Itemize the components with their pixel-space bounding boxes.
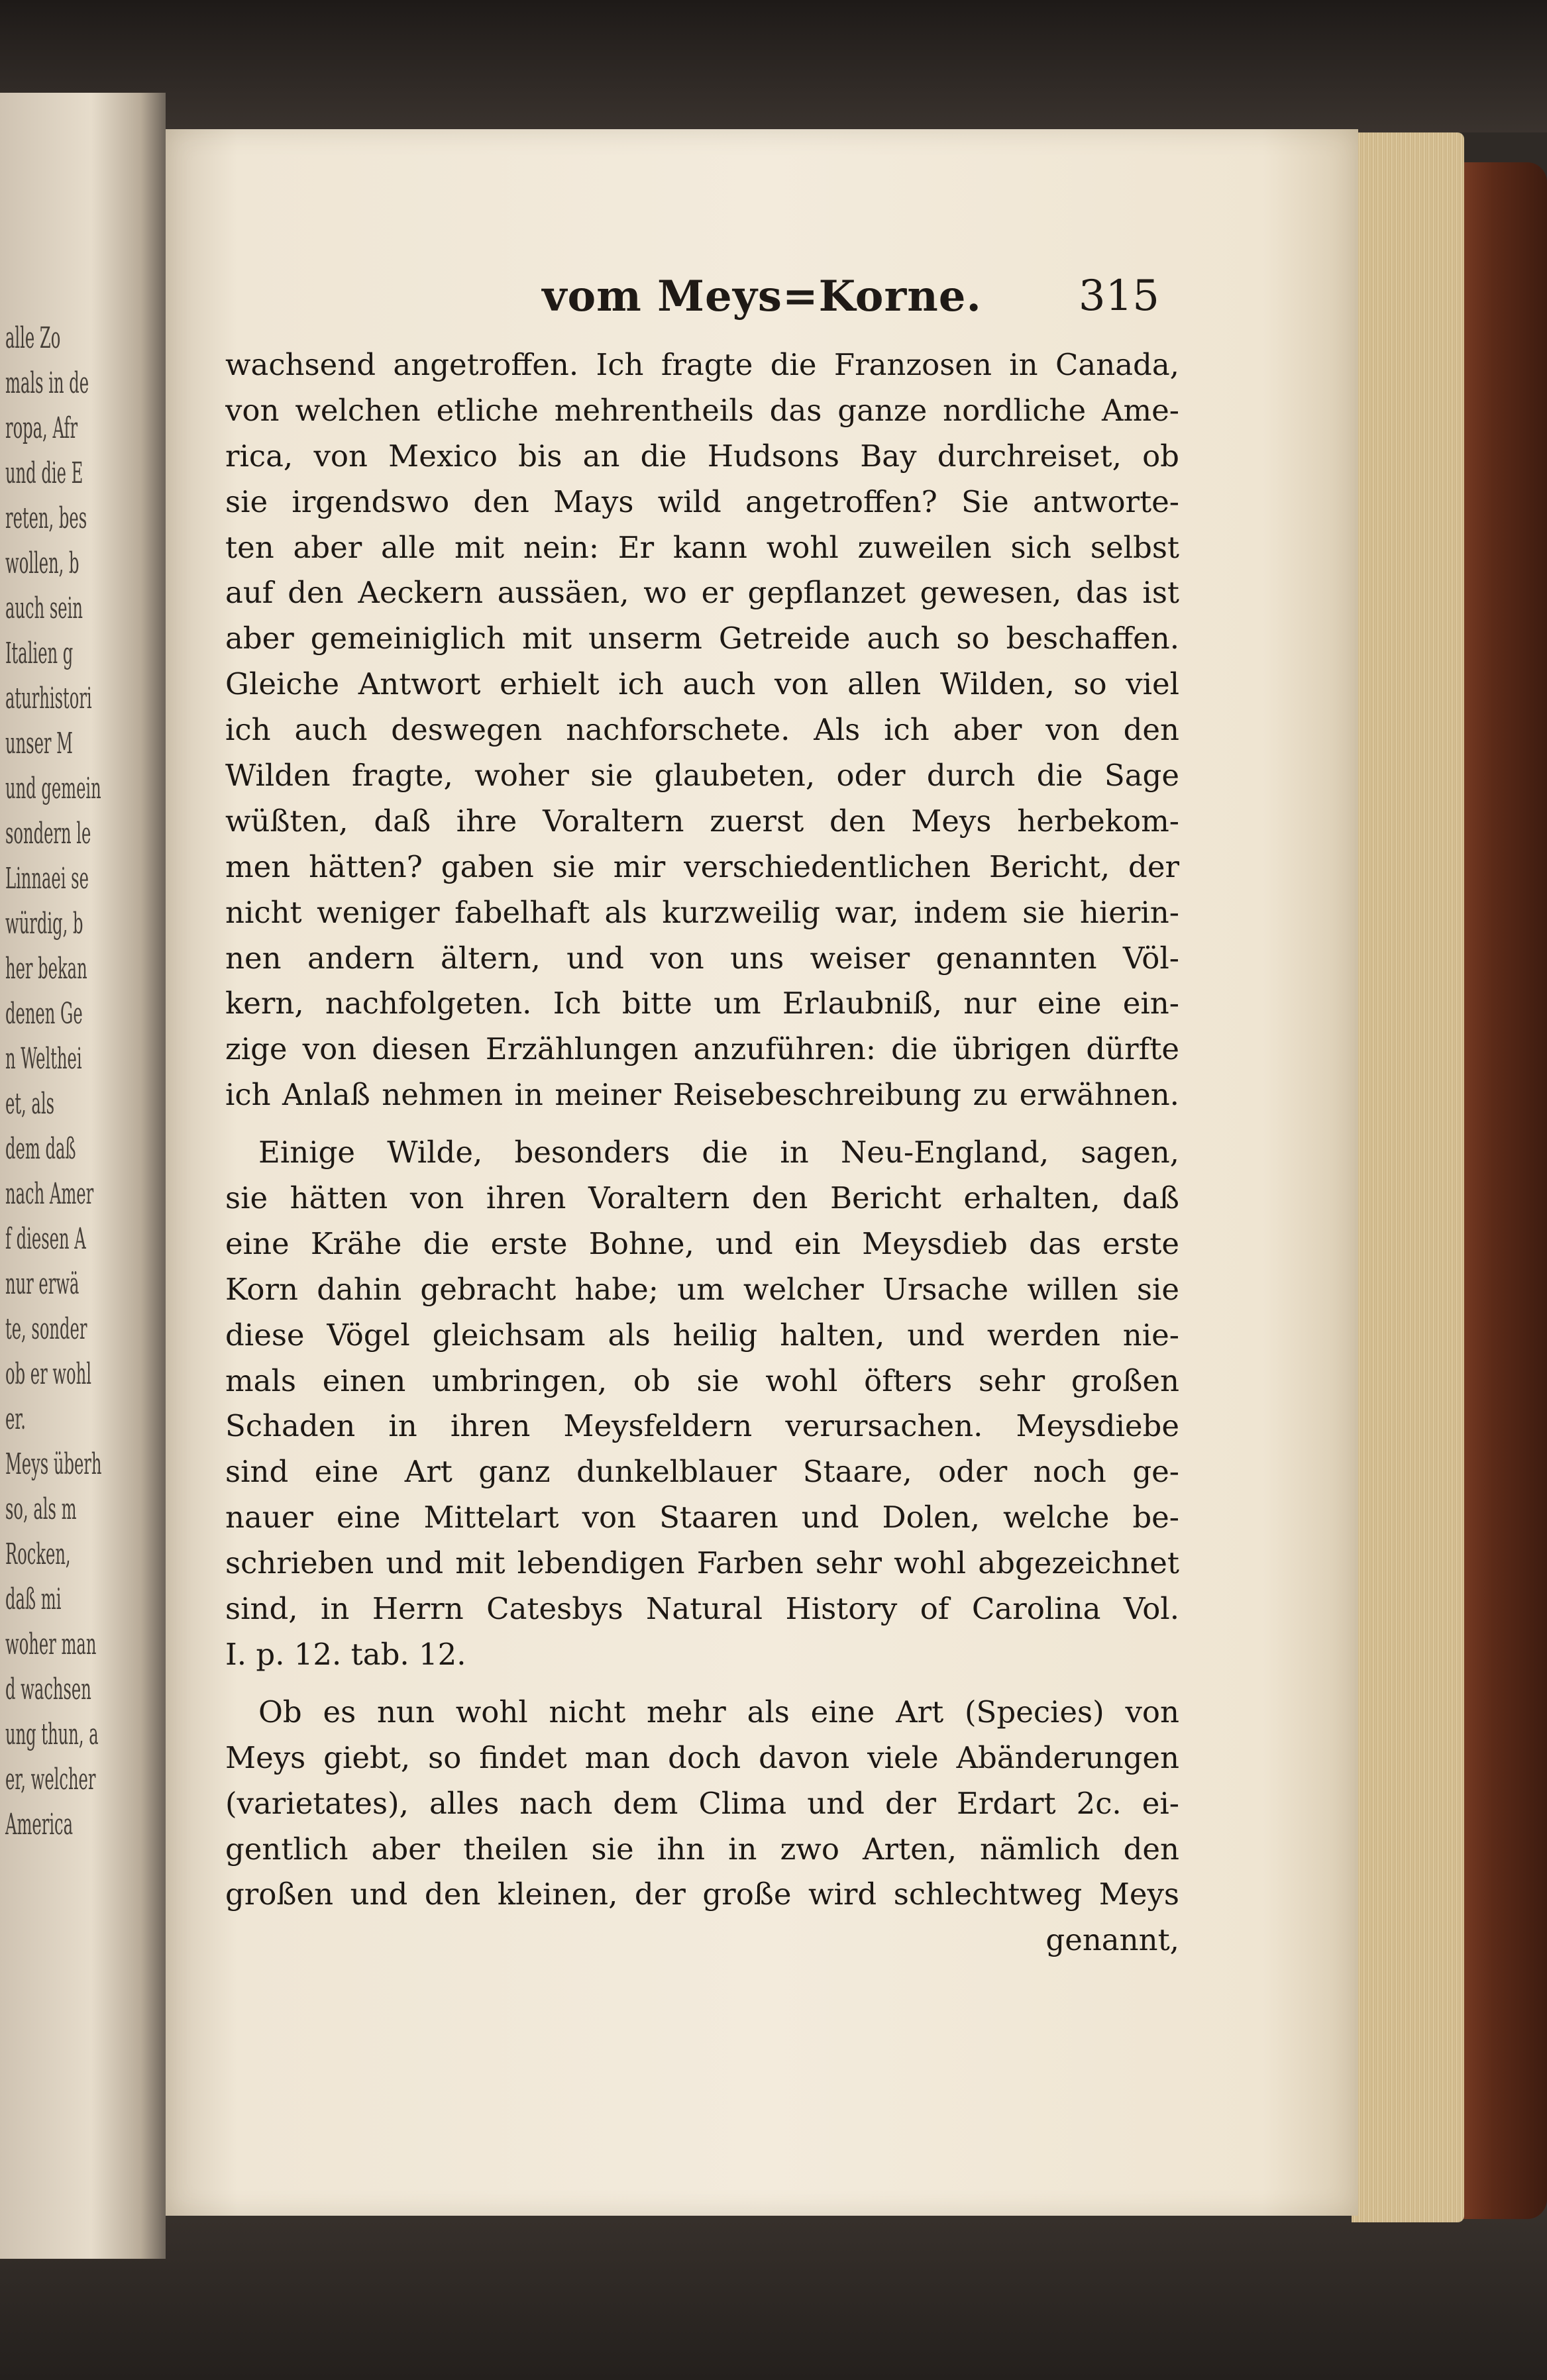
paragraph-gap <box>225 1678 1179 1690</box>
text-line: ich Anlaß nehmen in meiner Reisebeschreibung zu erwähnen. <box>225 1077 1179 1113</box>
running-head: vom Meys=Korne. <box>542 272 982 321</box>
paragraph-gap <box>225 1118 1179 1130</box>
left-page-fragment: America <box>5 1808 74 1841</box>
text-line: men hätten? gaben sie mir verschiedentlichen Bericht, der <box>225 849 1179 884</box>
text-line: schrieben und mit lebendigen Farben sehr wohl abgezeichnet <box>225 1545 1179 1581</box>
text-line: sind, in Herrn Catesbys Natural History of Carolina Vol. <box>225 1591 1179 1627</box>
text-line: auf den Aeckern aussäen, wo er gepflanzet gewesen, das ist <box>225 575 1179 611</box>
text-line: von welchen etliche mehrentheils das ganze nordliche Ame- <box>225 392 1179 428</box>
left-page-fragment: wollen, b <box>5 546 80 580</box>
left-page-fragment: dem daß <box>5 1132 76 1166</box>
paragraph-2 <box>225 1130 1179 1678</box>
left-page-fragment: er. <box>5 1402 26 1436</box>
left-page-fragment: denen Ge <box>5 997 83 1031</box>
left-page-fragment: f diesen A <box>5 1222 86 1256</box>
left-page-fragment: reten, bes <box>5 501 87 535</box>
left-page-fragment: ob er wohl <box>5 1357 91 1391</box>
left-page-fragment: so, als m <box>5 1492 77 1526</box>
left-page-fragment: te, sonder <box>5 1312 87 1346</box>
text-line: mals einen umbringen, ob sie wohl öfters sehr großen <box>225 1363 1179 1398</box>
text-line: wüßten, daß ihre Voraltern zuerst den Meys herbekom- <box>225 803 1179 839</box>
left-page-fragment: daß mi <box>5 1582 62 1616</box>
paragraph-3 <box>225 1690 1179 1963</box>
left-page-fragment: Meys überh <box>5 1447 102 1481</box>
left-page-fragment: auch sein <box>5 592 83 625</box>
left-page-fragment: aturhistori <box>5 682 92 715</box>
left-page-fragment: mals in de <box>5 366 89 400</box>
text-line: kern, nachfolgeten. Ich bitte um Erlaubniß, nur eine ein- <box>225 986 1179 1021</box>
text-line: zige von diesen Erzählungen anzuführen: die übrigen dürfte <box>225 1031 1179 1067</box>
left-page-fragment: Italien g <box>5 637 74 670</box>
text-line: diese Vögel gleichsam als heilig halten, und werden nie- <box>225 1317 1179 1353</box>
left-page-fragment: würdig, b <box>5 907 83 941</box>
text-line: Korn dahin gebracht habe; um welcher Ursache willen sie <box>225 1271 1179 1307</box>
text-line: ten aber alle mit nein: Er kann wohl zuweilen sich selbst <box>225 529 1179 565</box>
body-text <box>225 342 1179 1963</box>
text-line: Ob es nun wohl nicht mehr als eine Art (Species) von <box>258 1694 1179 1730</box>
text-line: Schaden in ihren Meysfeldern verursachen. Meysdiebe <box>225 1408 1179 1444</box>
text-line: (varietates), alles nach dem Clima und der Erdart 2c. ei- <box>225 1785 1179 1821</box>
background-top <box>0 0 1547 132</box>
text-line: Wilden fragte, woher sie glaubeten, oder durch die Sage <box>225 758 1179 794</box>
text-line: sie irgendswo den Mays wild angetroffen? Sie antworte- <box>225 484 1179 519</box>
left-page-fragment: woher man <box>5 1628 97 1661</box>
text-line: I. p. 12. tab. 12. <box>225 1636 466 1672</box>
text-line: gentlich aber theilen sie ihn in zwo Arten, nämlich den <box>225 1831 1179 1867</box>
text-line: sind eine Art ganz dunkelblauer Staare, oder noch ge- <box>225 1454 1179 1490</box>
text-line: eine Krähe die erste Bohne, und ein Meysdieb das erste <box>225 1225 1179 1261</box>
text-line: rica, von Mexico bis an die Hudsons Bay durchreiset, ob <box>225 438 1179 474</box>
left-page-fragment: sondern le <box>5 817 91 851</box>
left-page-fragment: ropa, Afr <box>5 411 78 445</box>
page-number: 315 <box>1078 272 1159 321</box>
text-line: aber gemeiniglich mit unserm Getreide auch so beschaffen. <box>225 621 1179 656</box>
text-line: Einige Wilde, besonders die in Neu-England, sagen, <box>258 1135 1179 1170</box>
text-line: Gleiche Antwort erhielt ich auch von allen Wilden, so viel <box>225 666 1179 702</box>
book-cover-edge <box>1458 162 1547 2219</box>
text-line: sie hätten von ihren Voraltern den Bericht erhalten, daß <box>225 1180 1179 1216</box>
left-page-fragment: Rocken, <box>5 1537 71 1571</box>
left-page-fragment: d wachsen <box>5 1673 91 1706</box>
text-line: nicht weniger fabelhaft als kurzweilig war, indem sie hierin- <box>225 894 1179 930</box>
left-page-fragment: nach Amer <box>5 1177 94 1211</box>
text-line: wachsend angetroffen. Ich fragte die Franzosen in Canada, <box>225 347 1179 382</box>
left-page-fragment: nur erwä <box>5 1267 80 1301</box>
left-page-fragment: her bekan <box>5 952 87 986</box>
paragraph-1 <box>225 342 1179 1118</box>
text-line: Meys giebt, so findet man doch davon viele Abänderungen <box>225 1739 1179 1775</box>
text-line: ich auch deswegen nachforschete. Als ich aber von den <box>225 712 1179 748</box>
text-line: nauer eine Mittelart von Staaren und Dolen, welche be- <box>225 1500 1179 1535</box>
left-page-fragment: und gemein <box>5 772 101 805</box>
left-page-fragment: alle Zo <box>5 321 61 355</box>
page-header <box>166 272 1358 344</box>
left-page-fragment: und die E <box>5 456 83 490</box>
text-line: großen und den kleinen, der große wird schlechtweg Meys <box>225 1877 1179 1912</box>
text-line: nen andern ältern, und von uns weiser genannten Völ- <box>225 940 1179 976</box>
left-page-fragment: et, als <box>5 1087 55 1121</box>
catchword: genannt, <box>1045 1922 1179 1958</box>
left-page-fragment: unser M <box>5 727 73 760</box>
right-page <box>166 129 1358 2216</box>
left-page-fragment: er, welcher <box>5 1763 96 1796</box>
left-page-fragment: n Welthei <box>5 1042 82 1076</box>
left-page-fragment: Linnaei se <box>5 862 89 896</box>
left-page-fragment: ung thun, a <box>5 1718 99 1751</box>
left-page <box>0 93 166 2259</box>
page-edges <box>1352 132 1464 2222</box>
